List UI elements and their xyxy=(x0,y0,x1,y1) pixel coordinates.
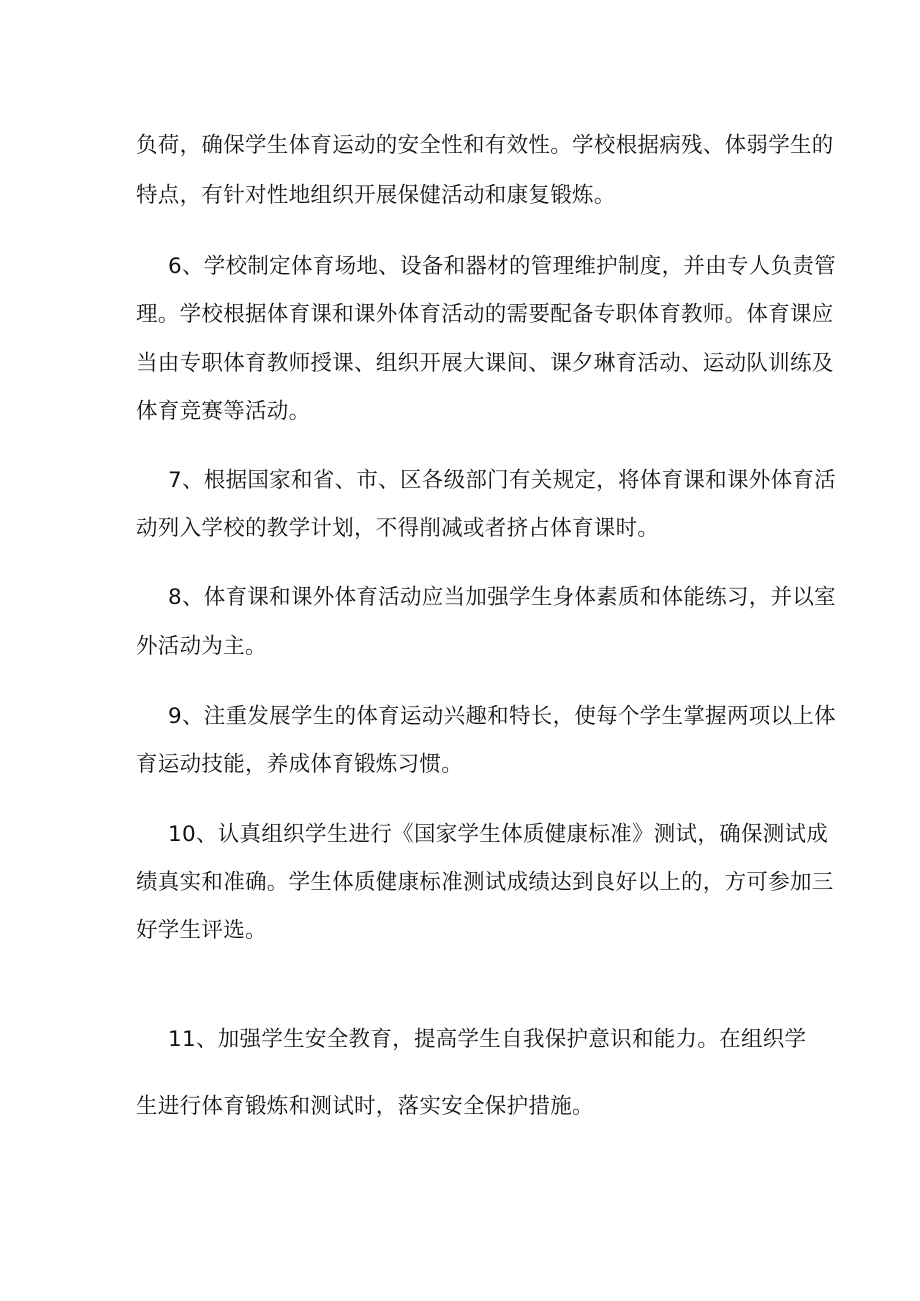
text-line: 动列入学校的教学计划，不得削减或者挤占体育课时。 xyxy=(136,516,660,541)
text-line: 9、注重发展学生的体育运动兴趣和特长，使每个学生掌握两项以上体 xyxy=(168,704,836,729)
text-line: 7、根据国家和省、市、区各级部门有关规定，将体育课和课外体育活 xyxy=(168,468,836,493)
text-line: 好学生评选。 xyxy=(136,918,267,943)
text-line: 10、认真组织学生进行《国家学生体质健康标准》测试，确保测试成 xyxy=(168,822,829,847)
text-line: 特点，有针对性地组织开展保健活动和康复锻炼。 xyxy=(136,183,616,208)
text-line: 外活动为主。 xyxy=(136,634,267,659)
text-line: 生进行体育锻炼和测试时，落实安全保护措施。 xyxy=(136,1094,594,1119)
text-line: 11、加强学生安全教育，提高学生自我保护意识和能力。在组织学 xyxy=(168,1027,807,1052)
text-line: 负荷，确保学生体育运动的安全性和有效性。学校根据病残、体弱学生的 xyxy=(136,133,834,158)
text-line: 当由专职体育教师授课、组织开展大课间、课夕琳育活动、运动队训练及 xyxy=(136,351,834,376)
text-line: 绩真实和准确。学生体质健康标准测试成绩达到良好以上的，方可参加三 xyxy=(136,870,834,895)
text-line: 理。学校根据体育课和课外体育活动的需要配备专职体育教师。体育课应 xyxy=(136,302,834,327)
text-line: 8、体育课和课外体育活动应当加强学生身体素质和体能练习，并以室 xyxy=(168,585,836,610)
text-line: 育运动技能，养成体育锻炼习惯。 xyxy=(136,752,464,777)
text-line: 体育竞赛等活动。 xyxy=(136,399,311,424)
text-line: 6、学校制定体育场地、设备和器材的管理维护制度，并由专人负责管 xyxy=(168,254,836,279)
